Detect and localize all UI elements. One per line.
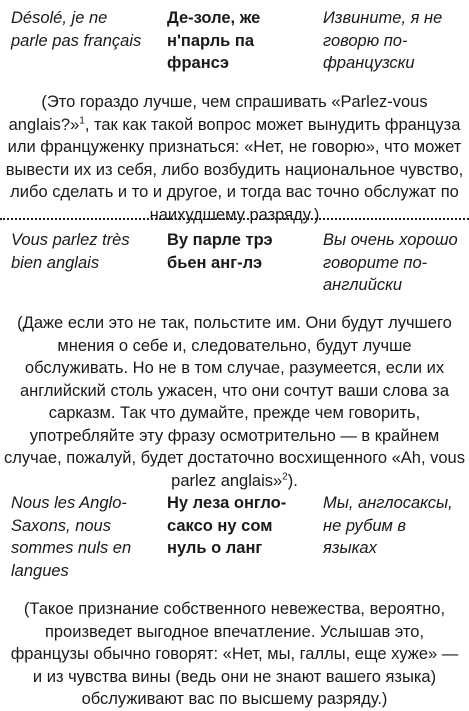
usage-note-text: (Даже если это не так, польстите им. Они будут лучшего мнения о себе и, следовательно, будут лучше обслуживать. Но не в том случае, разумеется, если их английский столь ужасен, что они сочтут ваши слова за сарказм. Так что думайте, прежде чем говорить, употребляйте эту фразу осмотрительно — в крайнем случае, пожалуй, будет достаточно восхищенного «Ah, vous parlez anglais» [4, 314, 465, 490]
russian-translation: Мы, англосаксы, не рубим в языках [323, 494, 453, 557]
pronunciation: Де-золе, же н'парль па франсэ [167, 9, 261, 72]
russian-translation: Вы очень хорошо говорите по- английски [323, 231, 458, 294]
russian-translation: Извините, я не говорю по- французски [323, 9, 443, 72]
usage-note-text: (Такое признание собственного невежества, вероятно, произведет выгодное впечатление. Услышав это, французы обычно говорят: «Нет, мы, галлы, еще хуже» — и из чувства вины (ведь они не знают вашего языка) обслуживают вас по высшему разряду.) [10, 600, 459, 708]
usage-note-text: ). [287, 471, 298, 490]
usage-note [4, 91, 465, 226]
footnote-ref: 2 [282, 471, 288, 482]
pronunciation: Ву парле трэ бьен анг-лэ [167, 231, 273, 272]
footnote-ref: 1 [79, 115, 85, 126]
french-phrase: Nous les Anglo- Saxons, nous sommes nuls en langues [11, 494, 132, 580]
usage-note-text: , так как такой вопрос может вынудить француза или француженку признаться: «Нет, не говорю», что может вывести их из себя, либо возбудить национальное чувство, либо сделать и то и другое, и тогда вас точно обслужат по наихудшему разряду.) [5, 115, 464, 224]
usage-note-text: (Это гораздо лучше, чем спрашивать «Parlez-vous anglais?» [8, 93, 428, 134]
french-phrase: Désolé, je ne parle pas français [11, 9, 142, 50]
pronunciation: Ну леза онгло- саксо ну сом нуль о ланг [167, 494, 287, 557]
usage-note [4, 312, 465, 492]
usage-note [4, 598, 465, 711]
french-phrase: Vous parlez très bien anglais [11, 231, 130, 272]
section-divider [0, 218, 469, 220]
